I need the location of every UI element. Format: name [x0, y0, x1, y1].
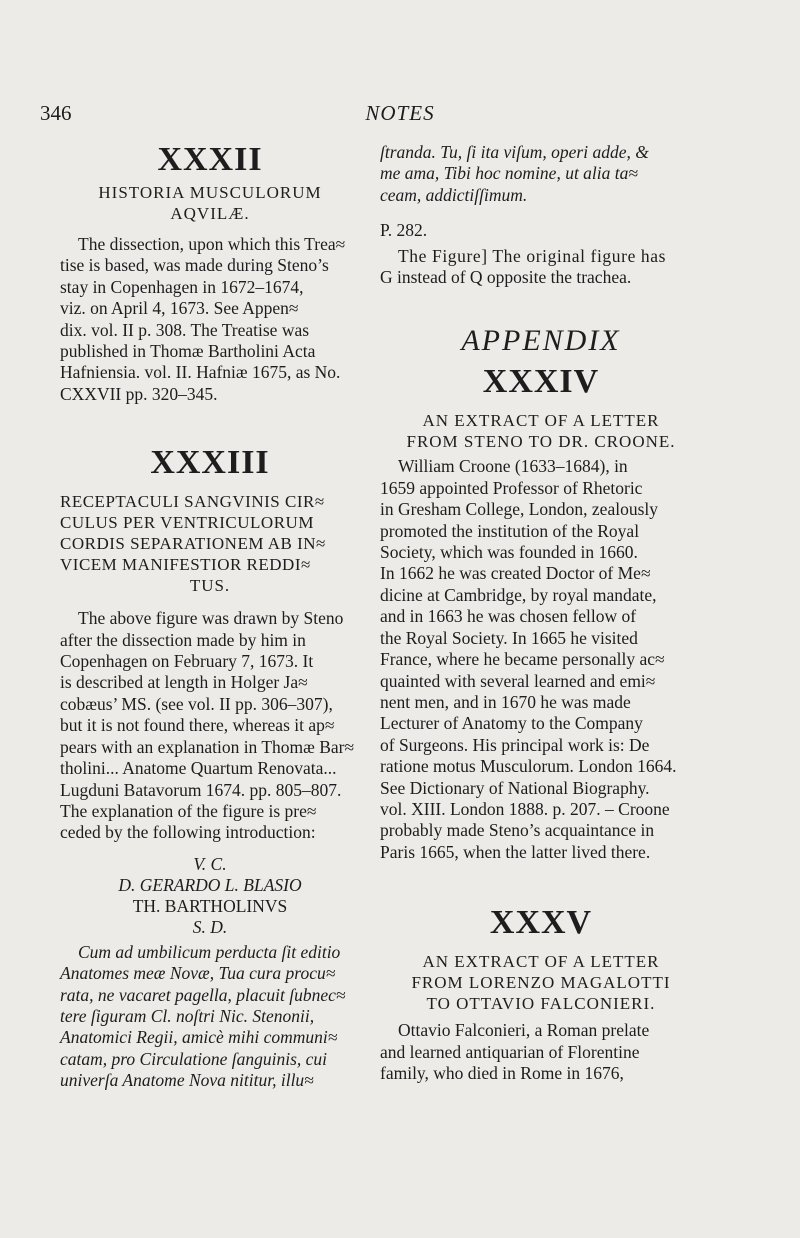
text-line: pears with an explanation in Thomæ Bar≈ — [60, 736, 355, 757]
section-title-line: CORDIS SEPARATIONEM AB IN≈ — [60, 534, 326, 554]
text-line: rata, ne vacaret pagella, placuit ſubnec≈ — [60, 984, 346, 1005]
text-line: Hafniensia. vol. II. Hafniæ 1675, as No. — [60, 362, 341, 383]
page-number: 346 — [40, 101, 72, 125]
section-title-line: RECEPTACULI SANGVINIS CIR≈ — [60, 492, 325, 512]
text-line: France, where he became personally ac≈ — [380, 649, 665, 670]
latin-passage-continued — [380, 142, 702, 206]
text-line: quainted with several learned and emi≈ — [380, 670, 656, 691]
section-title-line: TO OTTAVIO FALCONIERI. — [426, 994, 656, 1014]
text-line: stay in Copenhagen in 1672–1674, — [60, 276, 304, 297]
section-numeral-xxxiv: XXXIV — [482, 363, 600, 401]
text-line: me ama, Tibi hoc nomine, ut alia ta≈ — [380, 163, 638, 184]
section-title-line: FROM LORENZO MAGALOTTI — [411, 973, 671, 993]
text-line: univerſa Anatome Nova nititur, illu≈ — [60, 1070, 314, 1091]
text-line: the Royal Society. In 1665 he visited — [380, 627, 638, 648]
text-line: Lugduni Batavorum 1674. pp. 805–807. — [60, 779, 342, 800]
text-line: viz. on April 4, 1673. See Appen≈ — [60, 298, 299, 319]
text-line: CXXVII pp. 320–345. — [60, 383, 218, 404]
text-line: In 1662 he was created Doctor of Me≈ — [380, 563, 651, 584]
text-line: Copenhagen on February 7, 1673. It — [60, 651, 314, 672]
text-line: Ottavio Falconieri, a Roman prelate — [398, 1020, 650, 1041]
addressee-line: D. GERARDO L. BLASIO — [118, 874, 302, 895]
text-line: tholini... Anatome Quartum Renovata... — [60, 758, 337, 779]
section-title-xxxiii — [60, 491, 360, 596]
section-numeral-xxxii: XXXII — [157, 141, 263, 178]
text-line: published in Thomæ Bartholini Acta — [60, 341, 316, 362]
paragraph-xxxv — [380, 1020, 702, 1084]
text-line: and in 1663 he was chosen fellow of — [380, 606, 637, 627]
text-line: vol. XIII. London 1888. p. 207. – Croone — [380, 798, 670, 819]
text-line: cobæus’ MS. (see vol. II pp. 306–307), — [60, 693, 333, 714]
text-line: Anatomes meæ Novæ, Tua cura procu≈ — [60, 963, 336, 984]
text-line: dicine at Cambridge, by royal mandate, — [380, 584, 657, 605]
text-line: Lecturer of Anatomy to the Company — [380, 713, 643, 734]
section-title-line: HISTORIA MUSCULORUM — [98, 183, 322, 202]
section-title-line: AN EXTRACT OF A LETTER — [422, 411, 660, 431]
section-title-line: CULUS PER VENTRICULORUM — [60, 513, 314, 533]
section-numeral-xxxiii: XXXIII — [150, 444, 270, 482]
text-line: family, who died in Rome in 1676, — [380, 1062, 624, 1083]
text-line: of Surgeons. His principal work is: De — [380, 734, 650, 755]
text-line: is described at length in Holger Ja≈ — [60, 672, 308, 693]
text-line: probably made Steno’s acquaintance in — [380, 820, 655, 841]
addressee-line: TH. BARTHOLINVS — [132, 895, 288, 916]
text-line: The Figure] The original figure has — [398, 245, 667, 266]
text-line: promoted the institution of the Royal — [380, 520, 640, 541]
paragraph-xxxiii — [60, 608, 360, 843]
text-line: in Gresham College, London, zealously — [380, 499, 658, 520]
text-line: ſtranda. Tu, ſi ita viſum, operi adde, & — [380, 142, 649, 162]
text-line: ratione motus Musculorum. London 1664. — [380, 756, 677, 777]
salutation-vc: V. C. — [193, 853, 227, 874]
figure-note — [380, 246, 702, 289]
text-line: dix. vol. II p. 308. The Treatise was — [60, 319, 310, 340]
left-column — [60, 142, 360, 1092]
text-line: ceam, addictiſſimum. — [380, 184, 528, 205]
right-column — [380, 142, 702, 1084]
paragraph-xxxiv — [380, 456, 702, 863]
page-header — [40, 101, 760, 131]
text-line: Paris 1665, when the latter lived there. — [380, 841, 651, 862]
section-title-line: AQVILÆ. — [170, 204, 250, 223]
text-line: Society, which was founded in 1660. — [380, 542, 638, 563]
text-line: The dissection, upon which this Trea≈ — [78, 234, 346, 254]
text-line: The explanation of the figure is pre≈ — [60, 800, 317, 821]
salutation-sd: S. D. — [192, 916, 228, 937]
text-line: but it is not found there, whereas it ap≈ — [60, 715, 335, 736]
text-line: nent men, and in 1670 he was made — [380, 691, 631, 712]
appendix-heading: APPENDIX — [461, 324, 621, 358]
text-line: ceded by the following introduction: — [60, 822, 316, 843]
text-line: Anatomici Regii, amicè mihi communi≈ — [60, 1027, 338, 1048]
text-line: catam, pro Circulatione ſanguinis, cui — [60, 1048, 328, 1069]
page-reference: P. 282. — [380, 220, 428, 241]
text-line: tise is based, was made during Steno’s — [60, 255, 329, 276]
text-line: William Croone (1633–1684), in — [398, 456, 628, 477]
text-line: 1659 appointed Professor of Rhetoric — [380, 477, 643, 498]
running-title: NOTES — [365, 101, 435, 125]
text-line: G instead of Q opposite the trachea. — [380, 267, 632, 288]
latin-passage — [60, 942, 360, 1092]
section-numeral-xxxv: XXXV — [489, 904, 593, 942]
section-title-line: FROM STENO TO DR. CROONE. — [406, 432, 676, 452]
paragraph-xxxii — [60, 234, 360, 405]
text-line: after the dissection made by him in — [60, 629, 306, 650]
text-line: tere ſiguram Cl. noſtri Nic. Stenonii, — [60, 1005, 315, 1026]
text-line: Cum ad umbilicum perducta ſit editio — [78, 941, 341, 962]
section-title-line: VICEM MANIFESTIOR REDDI≈ — [60, 555, 311, 575]
text-line: See Dictionary of National Biography. — [380, 777, 650, 798]
section-title-line: AN EXTRACT OF A LETTER — [422, 952, 660, 972]
text-line: The above figure was drawn by Steno — [78, 608, 344, 629]
text-line: and learned antiquarian of Florentine — [380, 1041, 640, 1062]
section-title-line: TUS. — [189, 576, 231, 596]
